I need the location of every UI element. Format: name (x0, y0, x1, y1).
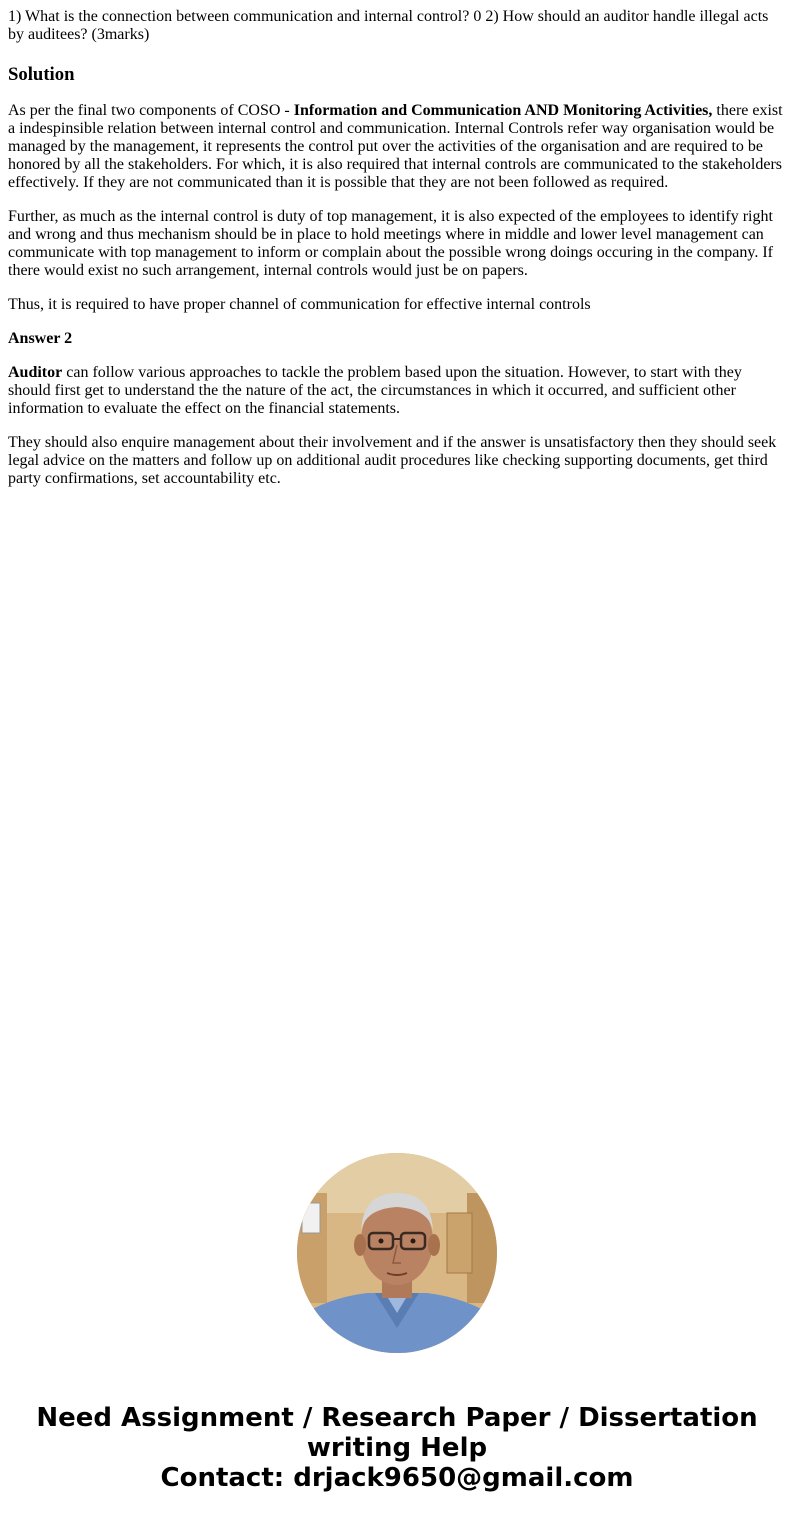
answer2-heading-text: Answer 2 (8, 330, 73, 347)
contact-banner-line2: writing Help (306, 1433, 488, 1463)
avatar-portrait-image (297, 1153, 497, 1353)
answer2-heading (8, 330, 786, 348)
paragraph-coso-bold: Information and Communication AND Monitoring Activities, (293, 102, 713, 119)
contact-banner (0, 1403, 794, 1493)
paragraph-auditor-suffix: can follow various approaches to tackle the problem based upon the situation. However, to start with they should first get to understand the the nature of the act, the circumstances in which it occurred, and sufficient other information to evaluate the effect on the financial statements. (8, 364, 742, 417)
paragraph-coso-suffix: there exist a indespinsible relation between internal control and communication. Internal Controls refer way organisation would be managed by the management, it represents the control put over the activities of the organisation and are required to be honored by all the stakeholders. For which, it is also required that internal controls are communicated to the stakeholders effectively. If they are not communicated than it is possible that they are not been followed as required. (8, 102, 783, 191)
paragraph-conclusion: Thus, it is required to have proper channel of communication for effective internal controls (8, 296, 591, 313)
paragraph-coso-prefix: As per the final two components of COSO - (8, 102, 294, 119)
paragraph-coso (8, 102, 786, 192)
contact-banner-line1: Need Assignment / Research Paper / Dissertation (36, 1403, 758, 1433)
paragraph-auditor-bold: Auditor (8, 364, 63, 381)
paragraph-enquire: They should also enquire management about their involvement and if the answer is unsatisfactory then they should seek legal advice on the matters and follow up on additional audit procedures like checking supporting documents, get third party confirmations, set accountability etc. (8, 434, 777, 487)
paragraph-management: Further, as much as the internal control is duty of top management, it is also expected of the employees to identify right and wrong and thus mechanism should be in place to hold meetings where in middle and lower level management can communicate with top management to inform or complain about the possible wrong doings occuring in the company. If there would exist no such arrangement, internal controls would just be on papers. (8, 208, 774, 279)
paragraph-auditor (8, 364, 786, 418)
contact-banner-line3: Contact: drjack9650@gmail.com (160, 1463, 634, 1493)
avatar (297, 1153, 497, 1353)
document-body (8, 8, 786, 488)
question-text: 1) What is the connection between communication and internal control? 0 2) How should an auditor handle illegal acts by auditees? (3marks) (8, 8, 769, 43)
solution-heading: Solution (8, 64, 75, 85)
